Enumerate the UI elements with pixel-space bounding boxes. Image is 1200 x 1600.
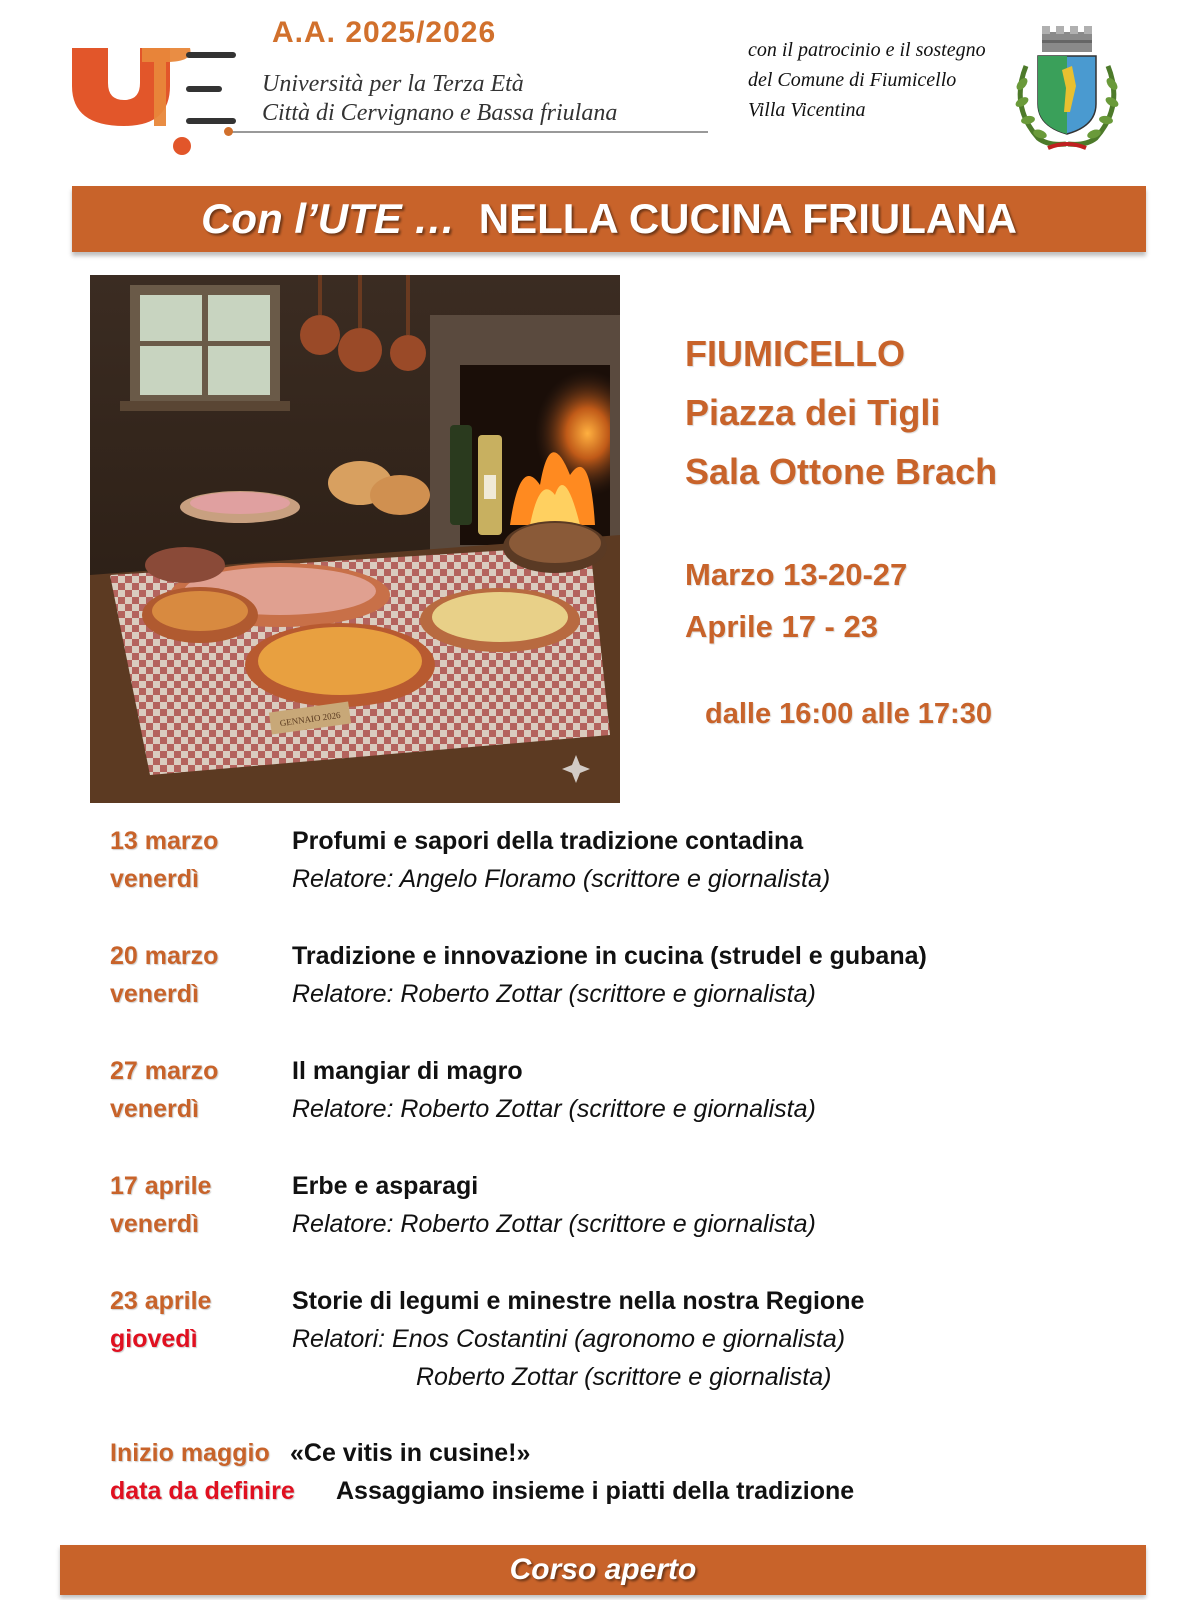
header-divider (230, 131, 708, 133)
session-date: 27 marzo (110, 1057, 219, 1085)
session-title: Il mangiar di magro (292, 1057, 523, 1085)
course-title (72, 186, 1146, 252)
location-town: FIUMICELLO (685, 333, 905, 374)
university-name (262, 70, 617, 128)
session-title: Erbe e asparagi (292, 1172, 479, 1200)
session-day: venerdì (110, 1095, 199, 1123)
table-sign-text: GENNAIO 2026 (279, 709, 342, 729)
session-speaker: Relatori: Enos Costantini (agronomo e giornalista) (292, 1325, 846, 1353)
session-speaker: Relatore: Roberto Zottar (scrittore e giornalista) (292, 1095, 816, 1123)
title-banner (72, 186, 1146, 252)
academic-year: A.A. 2025/2026 (272, 16, 497, 49)
session-speaker: Relatore: Roberto Zottar (scrittore e giornalista) (292, 980, 816, 1008)
session-speaker: Relatore: Angelo Floramo (scrittore e giornalista) (292, 865, 831, 893)
session-day: venerdì (110, 1210, 199, 1238)
ute-logo-icon (70, 38, 240, 163)
header-divider-dot (224, 127, 233, 136)
final-event-date-note: data da definire (110, 1477, 295, 1505)
footer-text: Corso aperto (509, 1553, 697, 1586)
location-square: Piazza dei Tigli (685, 392, 941, 433)
final-event-description: Assaggiamo insieme i piatti della tradizione (336, 1477, 855, 1505)
session-day: giovedì (110, 1325, 198, 1353)
session-date: 13 marzo (110, 827, 219, 855)
session-hours: dalle 16:00 alle 17:30 (705, 698, 992, 730)
final-event-title: «Ce vitis in cusine!» (290, 1439, 531, 1467)
footer-banner (60, 1545, 1146, 1595)
session-speaker: Relatore: Roberto Zottar (scrittore e giornalista) (292, 1210, 816, 1238)
location-hall: Sala Ottone Brach (685, 451, 998, 492)
dates-april: Aprile 17 - 23 (685, 609, 878, 644)
session-date: 17 aprile (110, 1172, 212, 1200)
course-title-main: NELLA CUCINA FRIULANA (478, 195, 1017, 242)
session-title: Tradizione e innovazione in cucina (strudel e gubana) (292, 942, 927, 970)
session-date: 23 aprile (110, 1287, 212, 1315)
session-day: venerdì (110, 980, 199, 1008)
university-name-line-1: Università per la Terza Età (262, 71, 524, 97)
patronage-note: con il patrocinio e il sostegno del Comune di Fiumicello Villa Vicentina (748, 39, 986, 121)
course-title-prefix: Con l’UTE … (201, 195, 456, 242)
friulian-food-image (90, 275, 620, 803)
coat-of-arms-icon (1008, 26, 1126, 154)
final-event-period: Inizio maggio (110, 1439, 270, 1467)
session-day: venerdì (110, 865, 199, 893)
session-title: Storie di legumi e minestre nella nostra Regione (292, 1287, 865, 1315)
university-name-line-2: Città di Cervignano e Bassa friulana (262, 100, 618, 126)
dates-march: Marzo 13-20-27 (685, 557, 908, 592)
session-date: 20 marzo (110, 942, 219, 970)
session-title: Profumi e sapori della tradizione contadina (292, 827, 804, 855)
session-speaker-second: Roberto Zottar (scrittore e giornalista) (416, 1363, 832, 1391)
